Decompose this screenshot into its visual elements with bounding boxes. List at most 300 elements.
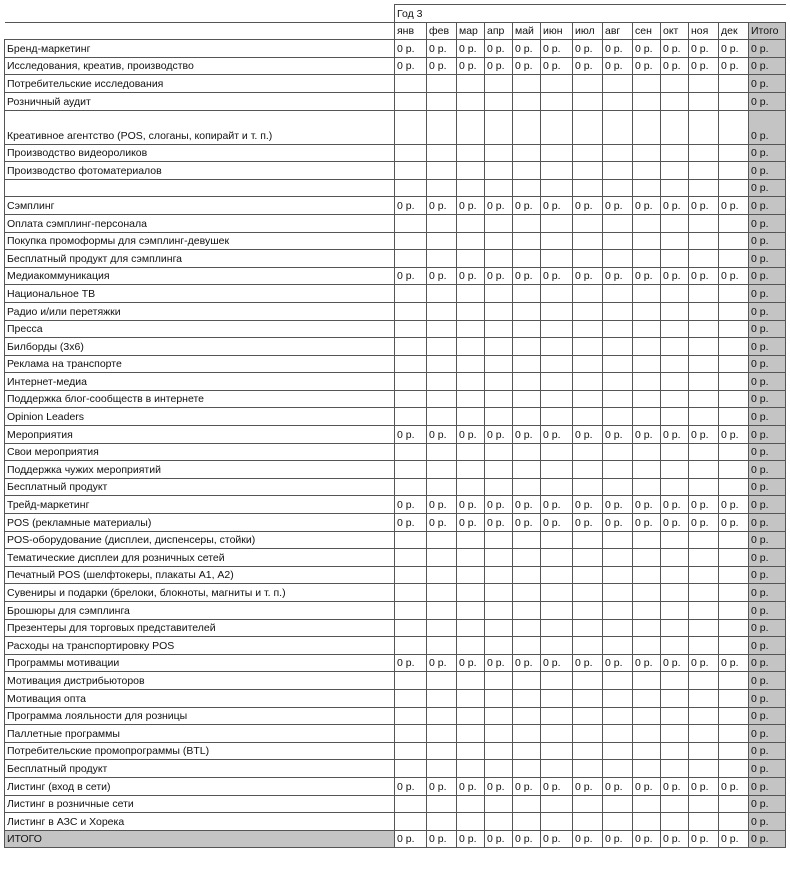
month-value-cell: 0 р. xyxy=(661,57,689,75)
month-value-cell: 0 р. xyxy=(661,654,689,672)
month-value-cell xyxy=(633,795,661,813)
month-value-cell: 0 р. xyxy=(395,654,427,672)
row-total-cell: 0 р. xyxy=(749,320,786,338)
month-value-cell xyxy=(719,725,749,743)
month-value-cell xyxy=(457,144,485,162)
month-value-cell xyxy=(513,742,541,760)
table-row xyxy=(5,408,786,426)
month-value-cell: 0 р. xyxy=(427,496,457,514)
month-value-cell xyxy=(541,390,573,408)
month-value-cell xyxy=(513,285,541,303)
month-value-cell xyxy=(457,478,485,496)
month-value-cell xyxy=(633,531,661,549)
month-value-cell xyxy=(689,250,719,268)
month-value-cell xyxy=(427,214,457,232)
month-value-cell: 0 р. xyxy=(661,514,689,532)
month-value-cell xyxy=(513,584,541,602)
row-total-cell: 0 р. xyxy=(749,267,786,285)
month-value-cell xyxy=(633,355,661,373)
month-value-cell xyxy=(513,672,541,690)
month-value-cell xyxy=(689,373,719,391)
month-value-cell xyxy=(633,619,661,637)
month-value-cell xyxy=(573,725,603,743)
table-row xyxy=(5,689,786,707)
month-value-cell xyxy=(485,408,513,426)
month-value-cell xyxy=(661,637,689,655)
budget-table xyxy=(4,4,786,848)
month-value-cell: 0 р. xyxy=(661,267,689,285)
month-value-cell xyxy=(719,408,749,426)
row-label: Радио и/или перетяжки xyxy=(5,302,395,320)
month-value-cell xyxy=(719,531,749,549)
month-value-cell: 0 р. xyxy=(513,197,541,215)
month-value-cell xyxy=(661,707,689,725)
month-value-cell xyxy=(485,461,513,479)
month-value-cell: 0 р. xyxy=(513,40,541,58)
month-value-cell xyxy=(603,250,633,268)
month-value-cell xyxy=(661,602,689,620)
month-value-cell xyxy=(689,408,719,426)
month-value-cell: 0 р. xyxy=(395,40,427,58)
month-value-cell xyxy=(689,637,719,655)
month-value-cell xyxy=(719,355,749,373)
month-value-cell xyxy=(603,92,633,110)
month-header: июн xyxy=(541,22,573,40)
month-value-cell xyxy=(427,373,457,391)
month-value-cell xyxy=(395,602,427,620)
month-value-cell xyxy=(689,179,719,197)
month-value-cell xyxy=(457,689,485,707)
month-value-cell xyxy=(395,443,427,461)
table-row xyxy=(5,549,786,567)
month-value-cell xyxy=(603,531,633,549)
month-value-cell: 0 р. xyxy=(689,57,719,75)
row-total-cell: 0 р. xyxy=(749,426,786,444)
month-value-cell xyxy=(427,75,457,93)
month-value-cell: 0 р. xyxy=(689,496,719,514)
month-value-cell xyxy=(719,795,749,813)
month-value-cell: 0 р. xyxy=(427,57,457,75)
row-total-cell: 0 р. xyxy=(749,373,786,391)
table-row xyxy=(5,707,786,725)
month-value-cell xyxy=(427,355,457,373)
month-value-cell: 0 р. xyxy=(541,496,573,514)
month-header: май xyxy=(513,22,541,40)
month-value-cell xyxy=(573,672,603,690)
month-value-cell: 0 р. xyxy=(457,40,485,58)
month-value-cell xyxy=(457,302,485,320)
year-header-span xyxy=(427,5,786,23)
month-value-cell xyxy=(427,250,457,268)
month-value-cell xyxy=(485,92,513,110)
month-value-cell xyxy=(541,602,573,620)
month-value-cell: 0 р. xyxy=(485,40,513,58)
row-label: Розничный аудит xyxy=(5,92,395,110)
month-value-cell: 0 р. xyxy=(603,496,633,514)
month-value-cell xyxy=(573,285,603,303)
month-value-cell xyxy=(719,566,749,584)
month-value-cell xyxy=(395,549,427,567)
month-value-cell xyxy=(661,110,689,144)
month-value-cell xyxy=(485,637,513,655)
month-value-cell xyxy=(395,320,427,338)
month-value-cell xyxy=(719,179,749,197)
month-value-cell xyxy=(395,531,427,549)
month-value-cell xyxy=(573,461,603,479)
month-value-cell xyxy=(573,619,603,637)
row-label xyxy=(5,179,395,197)
month-value-cell xyxy=(427,92,457,110)
row-label: Потребительские промопрограммы (BTL) xyxy=(5,742,395,760)
month-value-cell xyxy=(485,144,513,162)
month-value-cell xyxy=(427,478,457,496)
month-value-cell xyxy=(661,232,689,250)
month-value-cell xyxy=(485,584,513,602)
month-value-cell xyxy=(689,689,719,707)
month-value-cell xyxy=(661,92,689,110)
row-label: Бесплатный продукт для сэмплинга xyxy=(5,250,395,268)
month-value-cell xyxy=(457,408,485,426)
month-value-cell xyxy=(633,75,661,93)
month-value-cell xyxy=(541,285,573,303)
row-label: Мотивация опта xyxy=(5,689,395,707)
month-value-cell: 0 р. xyxy=(485,830,513,848)
month-value-cell xyxy=(603,813,633,831)
month-value-cell xyxy=(603,408,633,426)
month-value-cell xyxy=(485,619,513,637)
month-value-cell xyxy=(513,813,541,831)
month-value-cell xyxy=(719,461,749,479)
month-value-cell xyxy=(689,672,719,690)
month-value-cell xyxy=(573,795,603,813)
month-value-cell xyxy=(603,760,633,778)
row-total-cell: 0 р. xyxy=(749,707,786,725)
month-value-cell xyxy=(633,602,661,620)
month-value-cell xyxy=(395,725,427,743)
month-value-cell xyxy=(457,725,485,743)
month-value-cell xyxy=(541,672,573,690)
month-value-cell: 0 р. xyxy=(485,57,513,75)
month-value-cell xyxy=(485,214,513,232)
month-value-cell xyxy=(427,549,457,567)
month-value-cell xyxy=(689,478,719,496)
month-value-cell: 0 р. xyxy=(719,654,749,672)
row-label: Паллетные программы xyxy=(5,725,395,743)
month-value-cell xyxy=(573,144,603,162)
month-value-cell xyxy=(541,338,573,356)
month-value-cell xyxy=(633,584,661,602)
month-value-cell xyxy=(603,689,633,707)
month-value-cell xyxy=(719,250,749,268)
month-value-cell xyxy=(513,707,541,725)
month-value-cell xyxy=(573,443,603,461)
month-value-cell xyxy=(573,373,603,391)
month-value-cell xyxy=(689,619,719,637)
month-value-cell xyxy=(603,725,633,743)
month-value-cell xyxy=(603,232,633,250)
month-value-cell xyxy=(457,232,485,250)
month-value-cell xyxy=(633,214,661,232)
row-label: Поддержка блог-сообществ в интернете xyxy=(5,390,395,408)
month-value-cell xyxy=(541,742,573,760)
month-value-cell xyxy=(633,549,661,567)
table-row xyxy=(5,302,786,320)
month-value-cell xyxy=(633,813,661,831)
row-label: Презентеры для торговых представителей xyxy=(5,619,395,637)
row-total-cell: 0 р. xyxy=(749,302,786,320)
table-row xyxy=(5,566,786,584)
table-row xyxy=(5,232,786,250)
month-value-cell: 0 р. xyxy=(719,830,749,848)
month-value-cell: 0 р. xyxy=(573,57,603,75)
month-value-cell xyxy=(541,760,573,778)
month-value-cell: 0 р. xyxy=(633,267,661,285)
month-value-cell xyxy=(395,742,427,760)
month-value-cell xyxy=(485,110,513,144)
month-value-cell xyxy=(689,813,719,831)
month-value-cell xyxy=(689,707,719,725)
month-value-cell xyxy=(395,619,427,637)
total-header: Итого xyxy=(749,22,786,40)
month-value-cell xyxy=(427,338,457,356)
month-value-cell xyxy=(541,179,573,197)
month-value-cell xyxy=(395,408,427,426)
month-value-cell xyxy=(689,795,719,813)
month-value-cell xyxy=(633,250,661,268)
month-value-cell xyxy=(457,443,485,461)
month-value-cell xyxy=(395,355,427,373)
month-value-cell xyxy=(427,443,457,461)
month-value-cell xyxy=(541,232,573,250)
month-value-cell xyxy=(661,689,689,707)
month-value-cell xyxy=(427,689,457,707)
month-value-cell xyxy=(633,689,661,707)
month-value-cell xyxy=(633,408,661,426)
month-value-cell xyxy=(427,707,457,725)
month-value-cell xyxy=(661,619,689,637)
month-value-cell: 0 р. xyxy=(603,830,633,848)
month-value-cell: 0 р. xyxy=(427,777,457,795)
table-row xyxy=(5,197,786,215)
row-label: Национальное ТВ xyxy=(5,285,395,303)
month-value-cell xyxy=(485,813,513,831)
month-value-cell xyxy=(395,689,427,707)
month-value-cell xyxy=(689,214,719,232)
month-value-cell xyxy=(427,760,457,778)
month-value-cell xyxy=(603,214,633,232)
row-total-cell: 0 р. xyxy=(749,813,786,831)
month-value-cell xyxy=(603,110,633,144)
table-row xyxy=(5,426,786,444)
month-value-cell xyxy=(513,390,541,408)
row-total-cell: 0 р. xyxy=(749,760,786,778)
month-value-cell xyxy=(457,75,485,93)
month-value-cell: 0 р. xyxy=(513,496,541,514)
table-row xyxy=(5,742,786,760)
month-value-cell xyxy=(719,92,749,110)
row-label: Сувениры и подарки (брелоки, блокноты, магниты и т. п.) xyxy=(5,584,395,602)
row-total-cell: 0 р. xyxy=(749,338,786,356)
month-value-cell xyxy=(457,320,485,338)
month-value-cell xyxy=(427,725,457,743)
month-value-cell: 0 р. xyxy=(603,40,633,58)
month-value-cell xyxy=(541,531,573,549)
month-value-cell xyxy=(603,566,633,584)
month-value-cell xyxy=(427,795,457,813)
month-value-cell xyxy=(485,760,513,778)
month-header: окт xyxy=(661,22,689,40)
month-value-cell xyxy=(603,602,633,620)
month-value-cell: 0 р. xyxy=(541,426,573,444)
month-value-cell: 0 р. xyxy=(513,830,541,848)
month-value-cell: 0 р. xyxy=(427,426,457,444)
row-label: Сэмплинг xyxy=(5,197,395,215)
month-value-cell: 0 р. xyxy=(485,426,513,444)
month-value-cell xyxy=(513,795,541,813)
month-value-cell: 0 р. xyxy=(661,777,689,795)
month-value-cell xyxy=(719,672,749,690)
month-value-cell xyxy=(541,320,573,338)
month-value-cell xyxy=(603,179,633,197)
month-value-cell: 0 р. xyxy=(457,267,485,285)
month-value-cell xyxy=(485,742,513,760)
month-value-cell xyxy=(485,707,513,725)
month-value-cell xyxy=(689,355,719,373)
row-label: POS-оборудование (дисплеи, диспенсеры, стойки) xyxy=(5,531,395,549)
month-value-cell xyxy=(457,461,485,479)
row-total-cell: 0 р. xyxy=(749,214,786,232)
month-value-cell xyxy=(457,250,485,268)
month-value-cell xyxy=(573,531,603,549)
month-value-cell: 0 р. xyxy=(689,40,719,58)
month-value-cell xyxy=(603,672,633,690)
month-value-cell xyxy=(661,214,689,232)
month-value-cell xyxy=(689,549,719,567)
row-label: Свои мероприятия xyxy=(5,443,395,461)
month-value-cell xyxy=(633,478,661,496)
month-value-cell: 0 р. xyxy=(541,40,573,58)
month-value-cell xyxy=(427,408,457,426)
month-value-cell: 0 р. xyxy=(689,197,719,215)
month-value-cell xyxy=(603,320,633,338)
month-value-cell: 0 р. xyxy=(457,514,485,532)
month-value-cell xyxy=(661,408,689,426)
row-total-cell: 0 р. xyxy=(749,549,786,567)
month-header: янв xyxy=(395,22,427,40)
month-value-cell: 0 р. xyxy=(485,197,513,215)
month-value-cell: 0 р. xyxy=(719,57,749,75)
month-value-cell xyxy=(661,250,689,268)
table-row xyxy=(5,496,786,514)
month-value-cell xyxy=(457,162,485,180)
month-value-cell xyxy=(603,373,633,391)
month-value-cell: 0 р. xyxy=(573,267,603,285)
row-total-cell: 0 р. xyxy=(749,795,786,813)
month-value-cell xyxy=(513,602,541,620)
month-value-cell xyxy=(633,390,661,408)
month-value-cell xyxy=(485,302,513,320)
month-value-cell xyxy=(573,302,603,320)
table-row xyxy=(5,390,786,408)
month-value-cell xyxy=(513,92,541,110)
month-value-cell xyxy=(573,162,603,180)
row-label: Тематические дисплеи для розничных сетей xyxy=(5,549,395,567)
month-value-cell: 0 р. xyxy=(395,57,427,75)
month-value-cell: 0 р. xyxy=(395,426,427,444)
month-value-cell: 0 р. xyxy=(719,514,749,532)
corner-cell xyxy=(5,5,395,23)
row-total-cell: 0 р. xyxy=(749,40,786,58)
month-value-cell xyxy=(573,549,603,567)
month-value-cell: 0 р. xyxy=(603,654,633,672)
month-value-cell: 0 р. xyxy=(485,654,513,672)
month-value-cell xyxy=(427,584,457,602)
month-value-cell xyxy=(573,179,603,197)
month-value-cell xyxy=(633,110,661,144)
table-row xyxy=(5,162,786,180)
month-value-cell xyxy=(427,320,457,338)
month-value-cell: 0 р. xyxy=(689,426,719,444)
month-value-cell: 0 р. xyxy=(427,654,457,672)
row-total-cell: 0 р. xyxy=(749,654,786,672)
month-value-cell xyxy=(719,813,749,831)
month-value-cell: 0 р. xyxy=(395,197,427,215)
month-value-cell xyxy=(395,373,427,391)
month-value-cell xyxy=(395,795,427,813)
row-total-cell: 0 р. xyxy=(749,92,786,110)
month-value-cell: 0 р. xyxy=(457,426,485,444)
month-value-cell: 0 р. xyxy=(573,197,603,215)
month-value-cell xyxy=(457,742,485,760)
month-value-cell xyxy=(485,285,513,303)
month-value-cell xyxy=(541,813,573,831)
row-total-cell: 0 р. xyxy=(749,250,786,268)
month-value-cell xyxy=(513,250,541,268)
month-value-cell xyxy=(513,531,541,549)
month-value-cell xyxy=(457,619,485,637)
month-value-cell: 0 р. xyxy=(513,267,541,285)
month-value-cell xyxy=(661,742,689,760)
month-value-cell xyxy=(661,443,689,461)
row-label: Пресса xyxy=(5,320,395,338)
month-value-cell xyxy=(661,795,689,813)
table-row xyxy=(5,478,786,496)
month-value-cell xyxy=(603,584,633,602)
month-value-cell xyxy=(661,75,689,93)
month-value-cell xyxy=(603,338,633,356)
month-value-cell xyxy=(633,760,661,778)
month-value-cell: 0 р. xyxy=(485,777,513,795)
month-value-cell xyxy=(485,320,513,338)
month-value-cell xyxy=(719,302,749,320)
month-value-cell xyxy=(661,549,689,567)
month-value-cell: 0 р. xyxy=(661,830,689,848)
month-value-cell xyxy=(485,549,513,567)
month-value-cell xyxy=(513,619,541,637)
month-value-cell: 0 р. xyxy=(541,830,573,848)
month-value-cell xyxy=(719,478,749,496)
month-value-cell xyxy=(603,390,633,408)
month-value-cell xyxy=(457,707,485,725)
table-row xyxy=(5,179,786,197)
month-value-cell xyxy=(427,302,457,320)
month-value-cell: 0 р. xyxy=(719,197,749,215)
month-value-cell xyxy=(661,355,689,373)
month-value-cell xyxy=(513,320,541,338)
month-value-cell xyxy=(427,566,457,584)
month-value-cell: 0 р. xyxy=(603,197,633,215)
month-value-cell xyxy=(603,144,633,162)
